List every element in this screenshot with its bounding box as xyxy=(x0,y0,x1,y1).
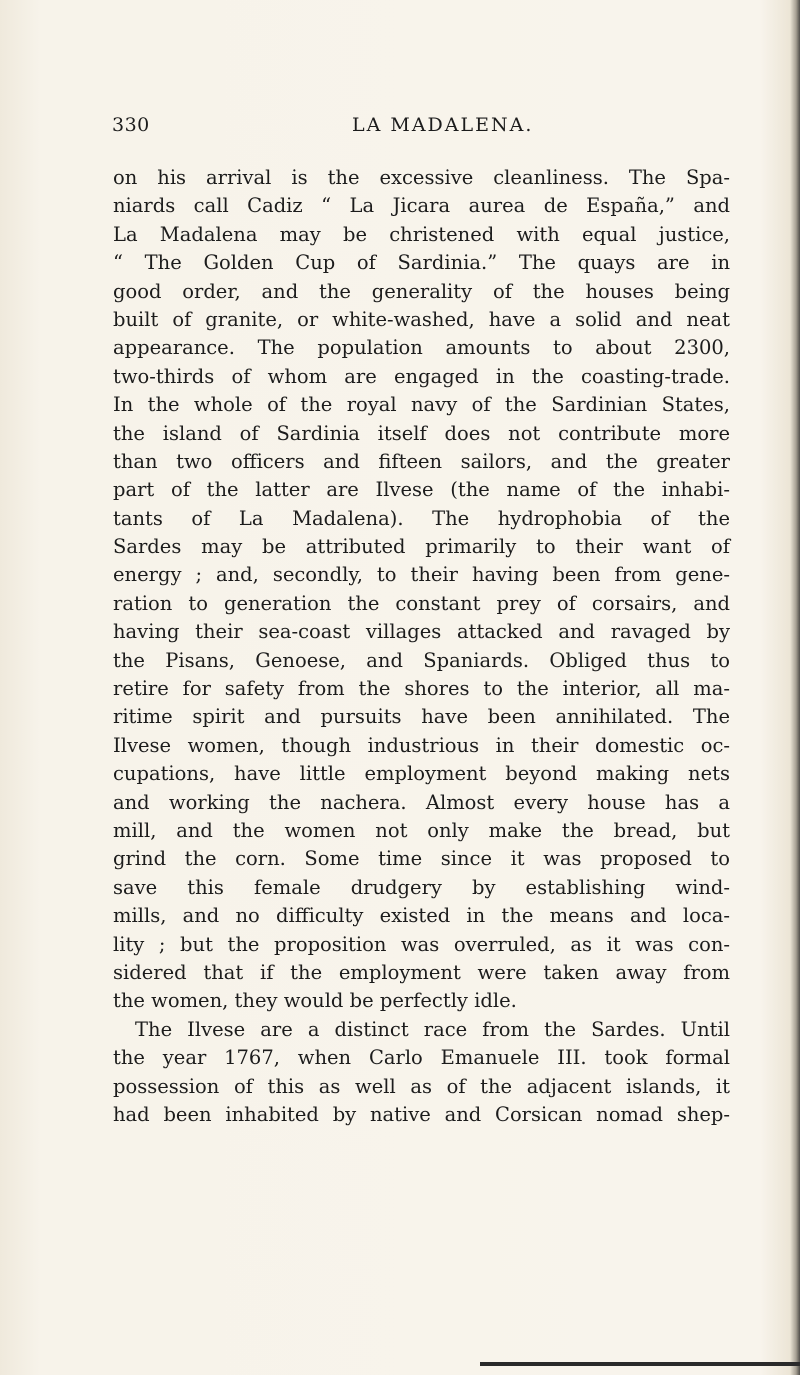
text-line: on his arrival is the excessive cleanliness. The Spa- xyxy=(113,166,730,189)
text-line: “ The Golden Cup of Sardinia.” The quays are in xyxy=(113,251,730,275)
text-line: part of the latter are Ilvese (the name of the inhabi- xyxy=(113,478,730,502)
text-line: the Pisans, Genoese, and Spaniards. Obliged thus to xyxy=(113,648,730,672)
text-line: Sardes may be attributed primarily to their want of xyxy=(113,535,730,559)
page-edge-shadow xyxy=(790,0,800,1375)
text-line: possession of this as well as of the adjacent islands, it xyxy=(113,1074,730,1098)
text-line: built of granite, or white-washed, have a solid and neat xyxy=(113,307,730,331)
text-line: retire for safety from the shores to the interior, all ma- xyxy=(113,677,730,701)
text-line: appearance. The population amounts to about 2300, xyxy=(113,336,730,360)
page-header xyxy=(112,114,732,146)
text-line: energy ; and, secondly, to their having been from gene- xyxy=(113,563,730,587)
text-line: sidered that if the employment were taken away from xyxy=(113,960,730,984)
text-line: lity ; but the proposition was overruled, as it was con- xyxy=(113,932,730,956)
text-line: cupations, have little employment beyond making nets xyxy=(113,762,730,786)
page-number: 330 xyxy=(112,114,150,136)
text-line: Ilvese women, though industrious in their domestic oc- xyxy=(113,733,730,757)
text-line: niards call Cadiz “ La Jicara aurea de España,” and xyxy=(113,194,730,218)
text-line: ration to generation the constant prey of corsairs, and xyxy=(113,591,730,615)
text-line: save this female drudgery by establishing wind- xyxy=(113,875,730,899)
text-line: grind the corn. Some time since it was proposed to xyxy=(113,847,730,871)
paragraph-end-line: the women, they would be perfectly idle. xyxy=(113,989,517,1013)
text-line: In the whole of the royal navy of the Sardinian States, xyxy=(113,393,730,417)
text-line: mills, and no difficulty existed in the means and loca- xyxy=(113,904,730,928)
text-line: ritime spirit and pursuits have been annihilated. The xyxy=(113,705,730,729)
text-line: mill, and the women not only make the bread, but xyxy=(113,818,730,842)
text-line: two-thirds of whom are engaged in the coasting-trade. xyxy=(113,364,730,388)
text-line: good order, and the generality of the houses being xyxy=(113,279,730,303)
body-text xyxy=(113,164,730,1129)
running-head: LA MADALENA. xyxy=(352,114,534,136)
text-line: and working the nachera. Almost every house has a xyxy=(113,790,730,814)
text-line: the year 1767, when Carlo Emanuele III. took formal xyxy=(113,1046,730,1070)
text-line: having their sea-coast villages attacked and ravaged by xyxy=(113,620,730,644)
text-line: tants of La Madalena). The hydrophobia of the xyxy=(113,506,730,530)
text-line: the island of Sardinia itself does not contribute more xyxy=(113,421,730,445)
binding-edge-rule xyxy=(480,1362,800,1366)
paragraph-start-line: The Ilvese are a distinct race from the Sardes. Until xyxy=(135,1017,730,1041)
text-line: had been inhabited by native and Corsican nomad shep- xyxy=(113,1102,730,1126)
text-line: than two officers and fifteen sailors, and the greater xyxy=(113,449,730,473)
text-line: La Madalena may be christened with equal justice, xyxy=(113,222,730,246)
